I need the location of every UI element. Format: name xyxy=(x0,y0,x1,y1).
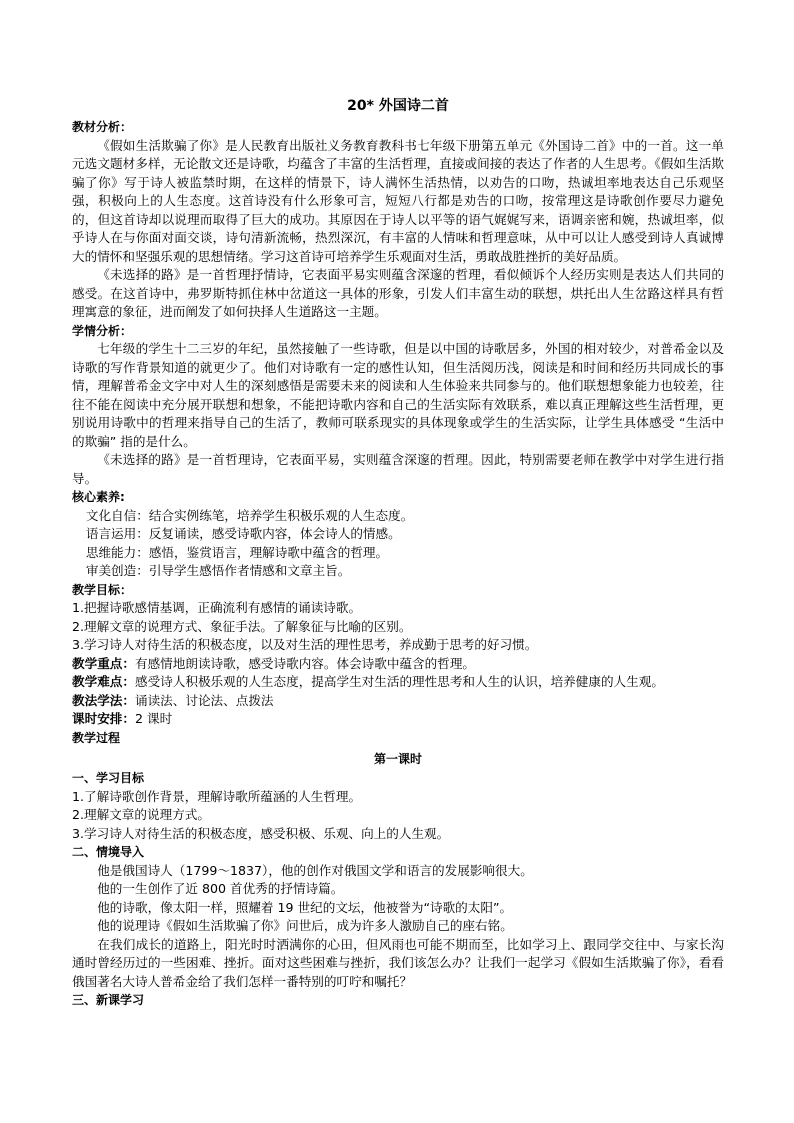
key-points-text: 有感情地朗读诗歌，感受诗歌内容。体会诗歌中蕴含的哲理。 xyxy=(134,655,475,671)
teaching-goals-heading: 教学目标： xyxy=(72,582,133,597)
teaching-goal-item: 2.理解文章的说理方式、象征手法。了解象征与比喻的区别。 xyxy=(72,618,412,634)
core-literacy-heading: 核心素养: xyxy=(72,490,125,504)
hours-line xyxy=(72,710,724,729)
lesson-one-heading: 第一课时 xyxy=(373,752,422,766)
core-literacy-item xyxy=(72,544,724,563)
difficult-points-label: 教学难点： xyxy=(72,674,135,689)
new-lesson-heading: 三、新课学习 xyxy=(72,993,145,1007)
core-literacy-label: 思维能力： xyxy=(85,544,149,560)
learning-goals-heading: 一、学习目标 xyxy=(72,771,145,785)
textbook-analysis-heading: 教材分析： xyxy=(72,120,133,134)
intro-line: 他的一生创作了近 800 首优秀的抒情诗篇。 xyxy=(97,881,344,896)
difficult-points-line xyxy=(72,673,724,692)
intro-line: 他的说理诗《假如生活欺骗了你》问世后，成为许多人激励自己的座右铭。 xyxy=(97,918,513,933)
intro-line: 他是俄国诗人（1799～1837），他的创作对俄国文学和语言的发展影响很大。 xyxy=(97,862,533,878)
core-literacy-label: 审美创造： xyxy=(85,563,149,578)
hours-label: 课时安排： xyxy=(72,711,135,726)
intro-paragraph: 在我们成长的道路上，阳光时时洒满你的心田，但风雨也可能不期而至，比如学习上、跟同学交往中、与家长沟通时曾经历过的一些困难、挫折。面对这些困难与挫折，我们该怎么办？让我们一起学习《假如生活欺骗了你》，看看俄国著名大诗人普希金给了我们怎样一番特别的叮咛和嘱托？ xyxy=(72,936,724,989)
methods-label: 教法学法： xyxy=(72,692,135,708)
key-points-label: 教学重点： xyxy=(72,655,135,671)
difficult-points-text: 感受诗人积极乐观的人生态度，提高学生对生活的理性思考和人生的认识，培养健康的人生观。 xyxy=(134,674,664,689)
learning-analysis-paragraph-2: 《未选择的路》是一首哲理诗，它表面平易，实则蕴含深邃的哲理。因此，特别需要老师在教学中对学生进行指导。 xyxy=(72,452,724,486)
document-page xyxy=(72,96,724,1010)
core-literacy-text: 感悟，鉴赏语言，理解诗歌中蕴含的哲理。 xyxy=(148,544,389,560)
intro-line: 他的诗歌，像太阳一样，照耀着 19 世纪的文坛，他被誉为“诗歌的太阳”。 xyxy=(97,899,513,915)
methods-line xyxy=(72,692,724,711)
teaching-goal-item: 3.学习诗人对待生活的积极态度，以及对生活的理性思考，养成勤于思考的好习惯。 xyxy=(72,637,538,652)
textbook-analysis-paragraph-1: 《假如生活欺骗了你》是人民教育出版社义务教育教科书七年级下册第五单元《外国诗二首》中的一首。这一单元选文题材多样，无论散文还是诗歌，均蕴含了丰富的生活哲理，直接或间接的表达了作者的人生思考。《假如生活欺骗了你》写于诗人被监禁时期，在这样的情景下，诗人满怀生活热情，以劝告的口吻，热诚坦率地表达自己乐观坚强，积极向上的人生态度。这首诗没有什么形象可言，短短八行都是劝告的口吻，按常理这是诗歌创作要尽力避免的，但这首诗却以说理而取得了巨大的成功。其原因在于诗人以平等的语气娓娓写来，语调亲密和婉，热诚坦率，似乎诗人在与你面对面交谈，诗句清新流畅，热烈深沉，有丰富的人情味和哲理意味，从中可以让人感受到诗人真诚博大的情怀和坚强乐观的思想情绪。学习这首诗可培养学生乐观面对生活，勇敢战胜挫折的美好品质。 xyxy=(72,137,724,264)
hours-text: 2 课时 xyxy=(134,711,173,726)
core-literacy-label: 语言运用： xyxy=(85,526,149,541)
textbook-analysis-paragraph-2: 《未选择的路》是一首哲理抒情诗，它表面平易实则蕴含深邃的哲理，看似倾诉个人经历实则是表达人们共同的感受。在这首诗中，弗罗斯特抓住林中岔道这一具体的形象，引发人们丰富生动的联想，烘托出人生岔路这样具有哲理寓意的象征，进而阐发了如何抉择人生道路这一主题。 xyxy=(72,267,724,319)
document-title: 20* 外国诗二首 xyxy=(347,98,449,114)
core-literacy-text: 引导学生感悟作者情感和文章主旨。 xyxy=(148,563,351,578)
core-literacy-text: 反复诵读，感受诗歌内容，体会诗人的情感。 xyxy=(148,526,401,541)
learning-analysis-paragraph-1: 七年级的学生十二三岁的年纪，虽然接触了一些诗歌，但是以中国的诗歌居多，外国的相对较少，对普希金以及诗歌的写作背景知道的就更少了。他们对诗歌有一定的感性认知，但生活阅历浅，阅读是和时间和经历共同成长的事情，理解普希金文字中对人生的深刻感悟是需要未来的阅读和人生体验来共同参与的。他们联想想象能力也较差，往往不能在阅读中充分展开联想和想象，不能把诗歌内容和自己的生活实际有效联系，难以真正理解这些生活哲理，更别说用诗歌中的哲理来指导自己的生活了，教师可联系现实的具体现象或学生的生活实际，让学生具体感受 “生活中的欺骗” 指的是什么。 xyxy=(72,341,724,449)
key-points-line xyxy=(72,655,724,674)
learning-goal-item: 3.学习诗人对待生活的积极态度，感受积极、乐观、向上的人生观。 xyxy=(72,825,450,841)
learning-goal-item: 2.理解文章的说理方式。 xyxy=(72,807,210,822)
teaching-process-heading: 教学过程 xyxy=(72,730,121,745)
core-literacy-item xyxy=(72,562,724,581)
core-literacy-item xyxy=(72,507,724,526)
core-literacy-item xyxy=(72,525,724,544)
core-literacy-label: 文化自信： xyxy=(85,507,149,523)
learning-goal-item: 1.了解诗歌创作背景，理解诗歌所蕴涵的人生哲理。 xyxy=(72,788,362,804)
methods-text: 诵读法、讨论法、点拨法 xyxy=(134,692,274,708)
core-literacy-text: 结合实例练笔，培养学生积极乐观的人生态度。 xyxy=(148,507,414,523)
teaching-goal-item: 1.把握诗歌感情基调，正确流利有感情的诵读诗歌。 xyxy=(72,600,362,615)
situation-intro-heading: 二、情境导入 xyxy=(72,845,145,859)
learning-analysis-heading: 学情分析： xyxy=(72,323,133,338)
